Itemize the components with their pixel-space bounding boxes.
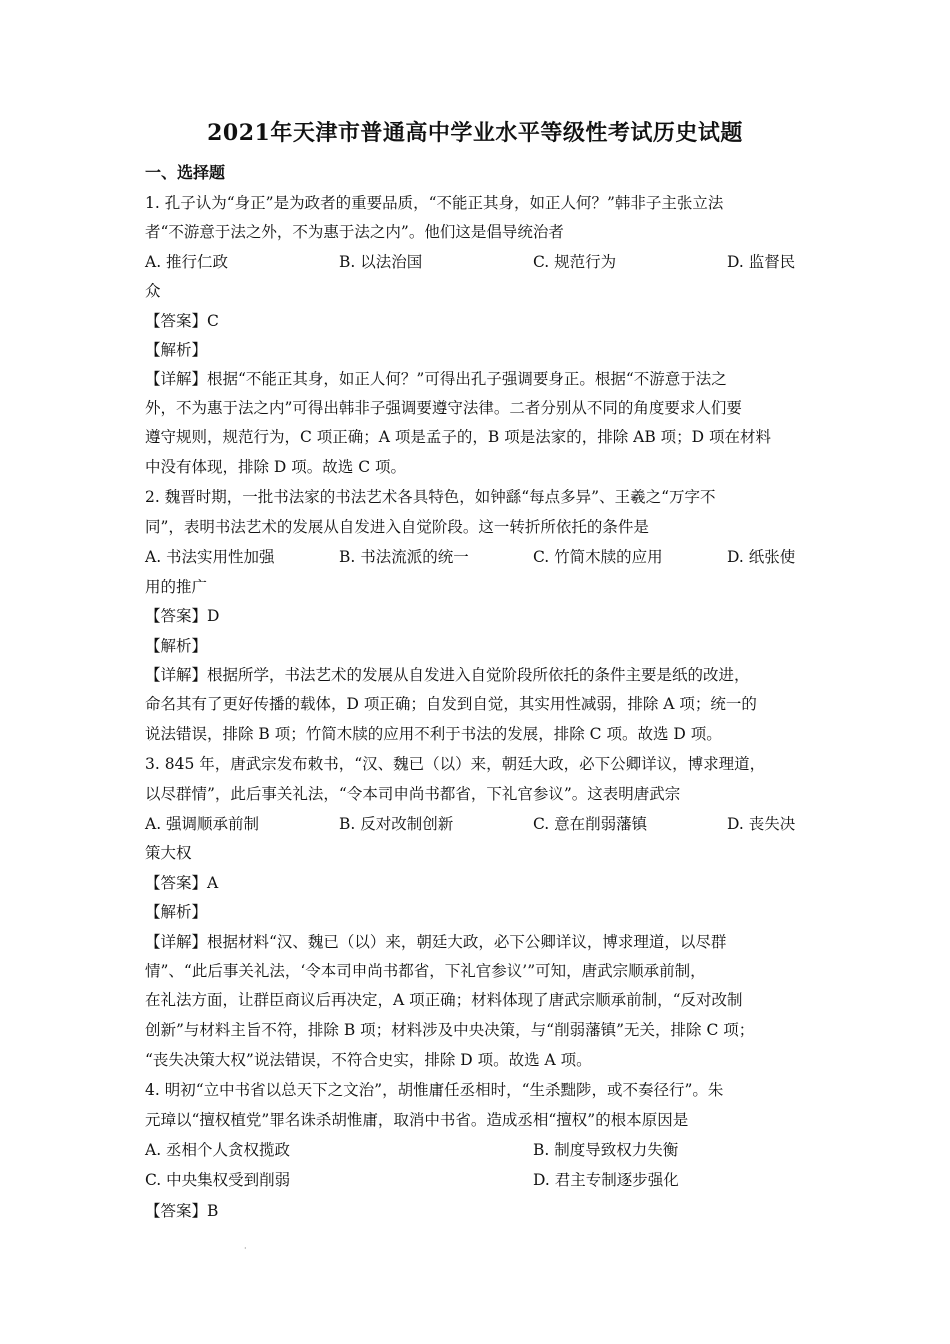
q2-stem-line-2: 同”，表明书法艺术的发展从自发进入自觉阶段。这一转折所依托的条件是 <box>145 518 649 536</box>
section-heading: 一、选择题 <box>145 163 226 182</box>
q1-explain-line-3: 遵守规则，规范行为，C 项正确；A 项是孟子的，B 项是法家的，排除 AB 项；D 项在材料 <box>145 428 772 446</box>
q1-stem-line-2: 者“不游意于法之外，不为惠于法之内”。他们这是倡导统治者 <box>145 223 564 241</box>
page-marker-dot: · <box>244 1244 247 1253</box>
q3-stem-line-1: 3. 845 年，唐武宗发布敕书，“汉、魏已（以）来，朝廷大政，必下公卿详议，博求理道， <box>145 755 766 773</box>
q4-answer: 【答案】B <box>145 1202 219 1220</box>
q1-stem-line-1: 1. 孔子认为“身正”是为政者的重要品质，“不能正其身，如正人何？”韩非子主张立法 <box>145 194 724 212</box>
q3-option-d-cont: 策大权 <box>145 844 192 862</box>
q1-option-a: A. 推行仁政 <box>145 253 229 271</box>
q2-option-d: D. 纸张使 <box>727 548 796 566</box>
q4-option-c: C. 中央集权受到削弱 <box>145 1171 291 1189</box>
q2-option-d-cont: 用的推广 <box>145 578 208 596</box>
q4-option-d: D. 君主专制逐步强化 <box>533 1171 679 1189</box>
q2-stem-line-1: 2. 魏晋时期，一批书法家的书法艺术各具特色，如钟繇“每点多异”、王羲之“万字不 <box>145 488 716 506</box>
q2-explain-line-1: 【详解】根据所学，书法艺术的发展从自发进入自觉阶段所依托的条件主要是纸的改进， <box>145 666 750 684</box>
q1-explain-line-1: 【详解】根据“不能正其身，如正人何？”可得出孔子强调要身正。根据“不游意于法之 <box>145 370 727 388</box>
q1-option-d: D. 监督民 <box>727 253 796 271</box>
q3-explain-line-2: 情”、“此后事关礼法，‘令本司申尚书都省，下礼官参议’”可知，唐武宗顺承前制， <box>145 962 706 980</box>
q4-option-b: B. 制度导致权力失衡 <box>533 1141 679 1159</box>
q2-option-a: A. 书法实用性加强 <box>145 548 275 566</box>
q3-stem-line-2: 以尽群情”，此后事关礼法，“令本司申尚书都省，下礼官参议”。这表明唐武宗 <box>145 785 681 803</box>
q1-option-d-cont: 众 <box>145 282 161 300</box>
q2-explain-line-3: 说法错误，排除 B 项；竹简木牍的应用不利于书法的发展，排除 C 项。故选 D 项。 <box>145 725 722 743</box>
q4-stem-line-2: 元璋以“擅权植党”罪名诛杀胡惟庸，取消中书省。造成丞相“擅权”的根本原因是 <box>145 1111 689 1129</box>
q3-option-b: B. 反对改制创新 <box>339 815 454 833</box>
q4-stem-line-1: 4. 明初“立中书省以总天下之文治”，胡惟庸任丞相时，“生杀黜陟，或不奏径行”。朱 <box>145 1081 724 1099</box>
q2-answer: 【答案】D <box>145 607 220 625</box>
q1-explain-line-2: 外，不为惠于法之内”可得出韩非子强调要遵守法律。二者分别从不同的角度要求人们要 <box>145 399 742 417</box>
q2-explain-line-2: 命名其有了更好传播的载体，D 项正确；自发到自觉，其实用性减弱，排除 A 项；统一的 <box>145 695 757 713</box>
q3-option-d: D. 丧失决 <box>727 815 796 833</box>
q2-analysis: 【解析】 <box>145 637 208 655</box>
q4-option-a: A. 丞相个人贪权揽政 <box>145 1141 291 1159</box>
q3-explain-line-5: “丧失决策大权”说法错误，不符合史实，排除 D 项。故选 A 项。 <box>145 1051 592 1069</box>
q1-analysis: 【解析】 <box>145 341 208 359</box>
q3-explain-line-3: 在礼法方面，让群臣商议后再决定，A 项正确；材料体现了唐武宗顺承前制，“反对改制 <box>145 991 743 1009</box>
q3-explain-line-1: 【详解】根据材料“汉、魏已（以）来，朝廷大政，必下公卿详议，博求理道，以尽群 <box>145 933 727 951</box>
q1-explain-line-4: 中没有体现，排除 D 项。故选 C 项。 <box>145 458 406 476</box>
q2-option-c: C. 竹简木牍的应用 <box>533 548 663 566</box>
q3-explain-line-4: 创新”与材料主旨不符，排除 B 项；材料涉及中央决策，与“削弱藩镇”无关，排除 C 项； <box>145 1021 755 1039</box>
q1-option-b: B. 以法治国 <box>339 253 423 271</box>
q3-answer: 【答案】A <box>145 874 219 892</box>
q3-analysis: 【解析】 <box>145 903 208 921</box>
page-title: 2021年天津市普通高中学业水平等级性考试历史试题 <box>207 120 743 146</box>
q1-answer: 【答案】C <box>145 312 219 330</box>
q3-option-a: A. 强调顺承前制 <box>145 815 260 833</box>
q3-option-c: C. 意在削弱藩镇 <box>533 815 648 833</box>
q1-option-c: C. 规范行为 <box>533 253 617 271</box>
q2-option-b: B. 书法流派的统一 <box>339 548 469 566</box>
